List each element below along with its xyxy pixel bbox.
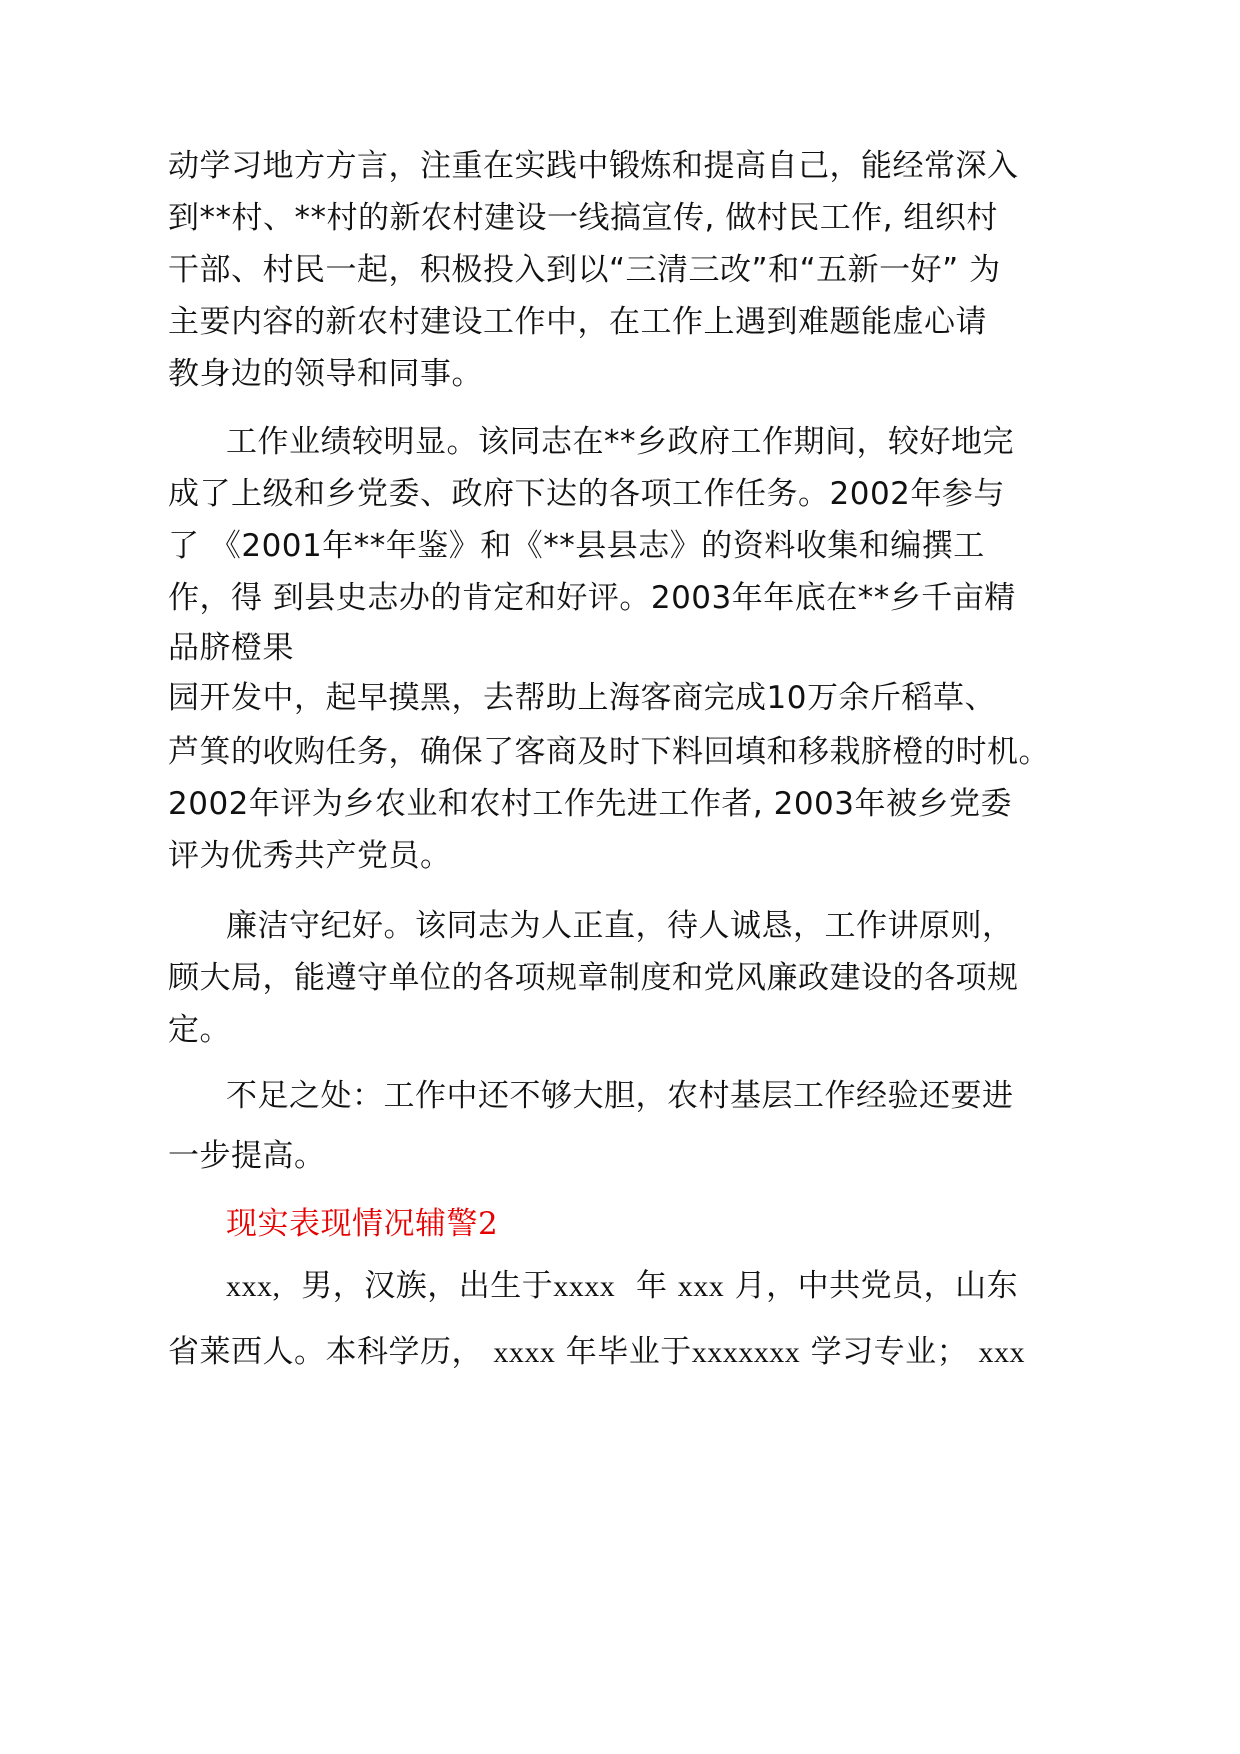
- paragraph-line: 动学习地方方言，注重在实践中锻炼和提高自己，能经常深入: [168, 148, 1019, 184]
- paragraph-line: 干部、村民一起，积极投入到以“三清三改”和“五新一好” 为: [168, 252, 1001, 288]
- section-heading: 现实表现情况辅警2: [226, 1206, 499, 1242]
- text-run: xxxx: [493, 1336, 556, 1369]
- text-run: xxxxxxx: [691, 1336, 801, 1369]
- paragraph-line: 评为优秀共产党员。: [168, 838, 452, 874]
- paragraph-line: 作，得 到县史志办的肯定和好评。2003年年底在**乡千亩精: [168, 580, 1016, 616]
- text-run: 年毕业于: [565, 1334, 692, 1370]
- paragraph-line: 不足之处：工作中还不够大胆，农村基层工作经验还要进: [226, 1078, 1014, 1114]
- paragraph-line: 2002年评为乡农业和农村工作先进工作者, 2003年被乡党委: [168, 786, 1012, 822]
- text-run: xxx,: [226, 1270, 281, 1303]
- paragraph-line: 一步提高。: [168, 1138, 326, 1174]
- paragraph-line: 定。: [168, 1012, 231, 1048]
- paragraph-line: 芦箕的收购任务，确保了客商及时下料回填和移栽脐橙的时机。: [168, 734, 1050, 770]
- paragraph-line: [226, 1266, 1018, 1307]
- paragraph-line: 顾大局，能遵守单位的各项规章制度和党风廉政建设的各项规: [168, 960, 1019, 996]
- paragraph-line: 品脐橙果: [168, 630, 294, 666]
- text-run: 省莱西人。本科学历，: [168, 1334, 483, 1370]
- paragraph-line: 廉洁守纪好。该同志为人正直，待人诚恳，工作讲原则，: [226, 908, 1014, 944]
- paragraph-line: [168, 1332, 1025, 1373]
- paragraph-line: 教身边的领导和同事。: [168, 356, 483, 392]
- text-run: 学习专业；: [810, 1334, 969, 1370]
- text-run: 男，汉族，出生于: [301, 1268, 554, 1304]
- paragraph-line: 园开发中，起早摸黑，去帮助上海客商完成10万余斤稻草、: [168, 680, 996, 716]
- paragraph-line: 了 《2001年**年鉴》和《**县县志》的资料收集和编撰工: [168, 528, 985, 564]
- text-run: 年: [635, 1268, 668, 1304]
- text-run: 月，中共党员，山东: [734, 1268, 1019, 1304]
- paragraph-line: 到**村、**村的新农村建设一线搞宣传, 做村民工作, 组织村: [168, 200, 998, 236]
- text-run: xxx: [677, 1270, 725, 1303]
- text-run: xxx: [978, 1336, 1025, 1369]
- paragraph-line: 主要内容的新农村建设工作中，在工作上遇到难题能虚心请: [168, 304, 987, 340]
- text-run: xxxx: [553, 1270, 616, 1303]
- paragraph-line: 成了上级和乡党委、政府下达的各项工作任务。2002年参与: [168, 476, 1005, 512]
- paragraph-line: 工作业绩较明显。该同志在**乡政府工作期间，较好地完: [226, 424, 1014, 460]
